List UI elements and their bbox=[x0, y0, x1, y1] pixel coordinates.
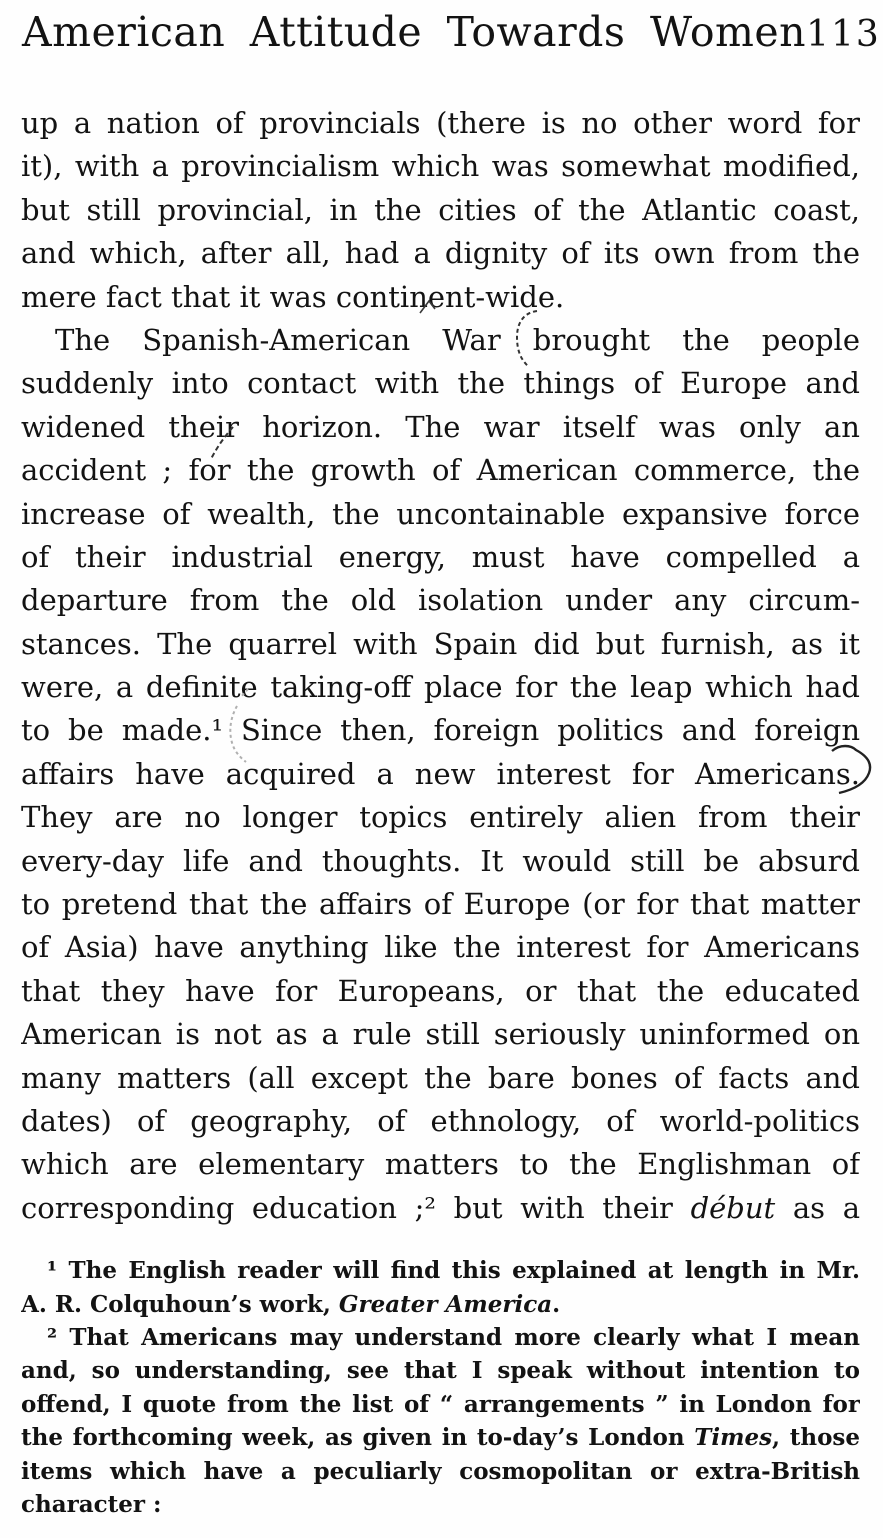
text-run: the forthcoming week, as given in to-day’s London bbox=[21, 1424, 695, 1452]
text-run: A. R. Colquhoun’s work, bbox=[21, 1290, 339, 1318]
text-line: ¹ The English reader will find this explained at length in Mr. bbox=[47, 1257, 860, 1285]
text-line: dates) of geography, of ethnology, of world-politics bbox=[21, 1103, 860, 1138]
page-number: 113 bbox=[806, 14, 881, 55]
text-line: up a nation of provincials (there is no other word for bbox=[21, 106, 860, 140]
text-line: to be made.¹ Since then, foreign politics and foreign bbox=[21, 713, 860, 748]
footnote-2 bbox=[21, 1321, 860, 1521]
text-line: offend, I quote from the list of “ arrangements ” in London for bbox=[21, 1390, 860, 1418]
text-run: , those bbox=[772, 1424, 860, 1452]
paragraph-2 bbox=[21, 319, 860, 1230]
footnotes bbox=[0, 1254, 883, 1521]
text-line bbox=[21, 1187, 860, 1230]
running-header bbox=[0, 0, 883, 56]
text-line: widened their horizon. The war itself was only an bbox=[21, 409, 860, 444]
text-line bbox=[21, 1421, 860, 1454]
text-run: as a bbox=[775, 1190, 860, 1225]
text-line: affairs have acquired a new interest for Americans. bbox=[21, 756, 860, 791]
paragraph-1 bbox=[21, 102, 860, 319]
text-line: stances. The quarrel with Spain did but furnish, as it bbox=[21, 626, 860, 661]
text-line: it), with a provincialism which was somewhat modified, bbox=[21, 149, 860, 184]
text-run: corresponding education ;² but with their bbox=[21, 1190, 691, 1225]
text-line: were, a definite taking-off place for the leap which had bbox=[21, 670, 860, 705]
text-line: and which, after all, had a dignity of its own from the bbox=[21, 236, 860, 271]
text-line: mere fact that it was continent-wide. bbox=[21, 279, 565, 314]
text-run: . bbox=[552, 1290, 561, 1318]
text-line: of their industrial energy, must have compelled a bbox=[21, 539, 860, 574]
italic-book-title: Greater America bbox=[338, 1290, 553, 1318]
text-line: and, so understanding, see that I speak without intention to bbox=[21, 1357, 860, 1385]
text-line: which are elementary matters to the Englishman of bbox=[21, 1147, 860, 1182]
body-text bbox=[0, 102, 883, 1230]
text-line bbox=[21, 1288, 860, 1321]
text-line: accident ; for the growth of American commerce, the bbox=[21, 453, 860, 488]
text-line: every-day life and thoughts. It would still be absurd bbox=[21, 843, 860, 878]
text-line: many matters (all except the bare bones of facts and bbox=[21, 1060, 860, 1095]
italic-newspaper-title: Times bbox=[694, 1424, 773, 1452]
text-line: The Spanish-American War brought the people bbox=[55, 322, 860, 357]
text-line: to pretend that the affairs of Europe (or for that matter bbox=[21, 887, 860, 922]
italic-word: début bbox=[690, 1190, 776, 1225]
text-line: suddenly into contact with the things of Europe and bbox=[21, 366, 860, 401]
page-title: American Attitude Towards Women bbox=[22, 8, 807, 56]
text-line: increase of wealth, the uncontainable expansive force bbox=[21, 496, 860, 531]
text-line: They are no longer topics entirely alien from their bbox=[21, 800, 860, 835]
text-line: ² That Americans may understand more clearly what I mean bbox=[47, 1323, 860, 1351]
text-line: departure from the old isolation under any circum- bbox=[21, 583, 860, 618]
text-line: items which have a peculiarly cosmopolitan or extra-British bbox=[21, 1457, 860, 1485]
footnote-1 bbox=[21, 1254, 860, 1321]
text-line: American is not as a rule still seriously uninformed on bbox=[21, 1017, 860, 1052]
text-line: but still provincial, in the cities of the Atlantic coast, bbox=[21, 192, 860, 227]
text-line: character : bbox=[21, 1490, 162, 1518]
text-line: that they have for Europeans, or that the educated bbox=[21, 973, 860, 1008]
text-line: of Asia) have anything like the interest for Americans bbox=[21, 930, 860, 965]
